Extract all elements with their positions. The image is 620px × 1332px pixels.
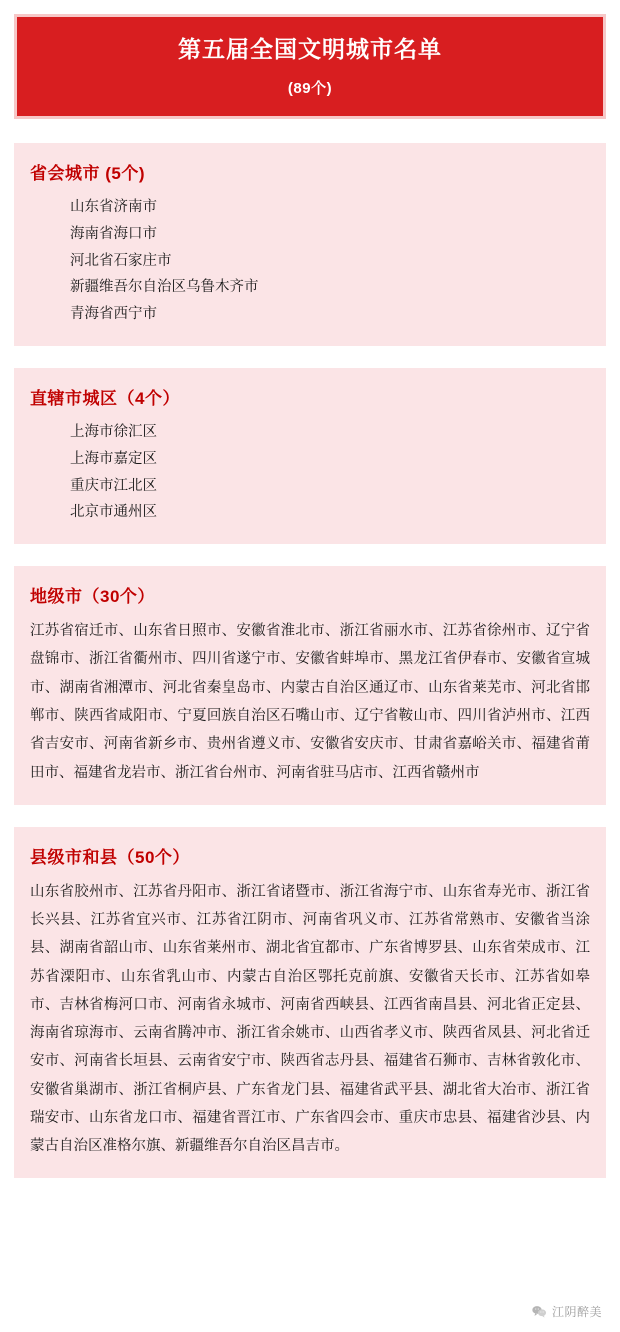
section-title: 县级市和县（50个） (30, 847, 190, 867)
list-item: 海南省海口市 (70, 225, 157, 242)
section-title: 直辖市城区（4个） (30, 388, 180, 408)
city-paragraph: 江苏省宿迁市、山东省日照市、安徽省淮北市、浙江省丽水市、江苏省徐州市、辽宁省盘锦市、浙江省衢州市、四川省遂宁市、安徽省蚌埠市、黑龙江省伊春市、安徽省宣城市、湖南省湘潭市、河北省秦皇岛市、内蒙古自治区通辽市、山东省莱芜市、河北省邯郸市、陕西省咸阳市、宁夏回族自治区石嘴山市、辽宁省鞍山市、四川省泸州市、江西省吉安市、河南省新乡市、贵州省遵义市、安徽省安庆市、甘肃省嘉峪关市、福建省莆田市、福建省龙岩市、浙江省台州市、河南省驻马店市、江西省赣州市 (30, 623, 590, 781)
section-provincial-capitals (14, 143, 606, 346)
section-title: 省会城市 (5个) (30, 163, 145, 183)
list-item: 重庆市江北区 (70, 477, 157, 494)
list-item: 河北省石家庄市 (70, 252, 172, 269)
footer-watermark (532, 1303, 602, 1320)
list-item: 青海省西宁市 (70, 306, 157, 323)
section-municipality-districts (14, 368, 606, 544)
wechat-icon (532, 1305, 547, 1318)
list-item: 上海市嘉定区 (70, 450, 157, 467)
list-item: 新疆维吾尔自治区乌鲁木齐市 (70, 279, 259, 296)
city-list (30, 419, 590, 526)
list-item: 上海市徐汇区 (70, 423, 157, 440)
page-subtitle: (89个) (287, 79, 333, 97)
page-title: 第五届全国文明城市名单 (178, 36, 442, 62)
city-list (30, 194, 590, 328)
city-paragraph: 山东省胶州市、江苏省丹阳市、浙江省诸暨市、浙江省海宁市、山东省寿光市、浙江省长兴县、江苏省宜兴市、江苏省江阴市、河南省巩义市、江苏省常熟市、安徽省当涂县、湖南省韶山市、山东省莱州市、湖北省宜都市、广东省博罗县、山东省荣成市、江苏省溧阳市、山东省乳山市、内蒙古自治区鄂托克前旗、安徽省天长市、江苏省如皋市、吉林省梅河口市、河南省永城市、河南省西峡县、江西省南昌县、河北省正定县、海南省琼海市、云南省腾冲市、浙江省余姚市、山西省孝义市、陕西省凤县、河北省迁安市、河南省长垣县、云南省安宁市、陕西省志丹县、福建省石狮市、吉林省敦化市、安徽省巢湖市、浙江省桐庐县、广东省龙门县、福建省武平县、湖北省大冶市、浙江省瑞安市、山东省龙口市、福建省晋江市、广东省四会市、重庆市忠县、福建省沙县、内蒙古自治区准格尔旗、新疆维吾尔自治区昌吉市。 (30, 883, 590, 1155)
section-prefecture-level-cities (14, 566, 606, 805)
wechat-account-name: 江阴醉美 (551, 1305, 602, 1319)
section-title: 地级市（30个） (30, 587, 155, 607)
list-item: 山东省济南市 (70, 198, 157, 215)
document-banner (14, 14, 606, 119)
section-county-level-cities-and-counties (14, 827, 606, 1179)
list-item: 北京市通州区 (70, 504, 157, 521)
